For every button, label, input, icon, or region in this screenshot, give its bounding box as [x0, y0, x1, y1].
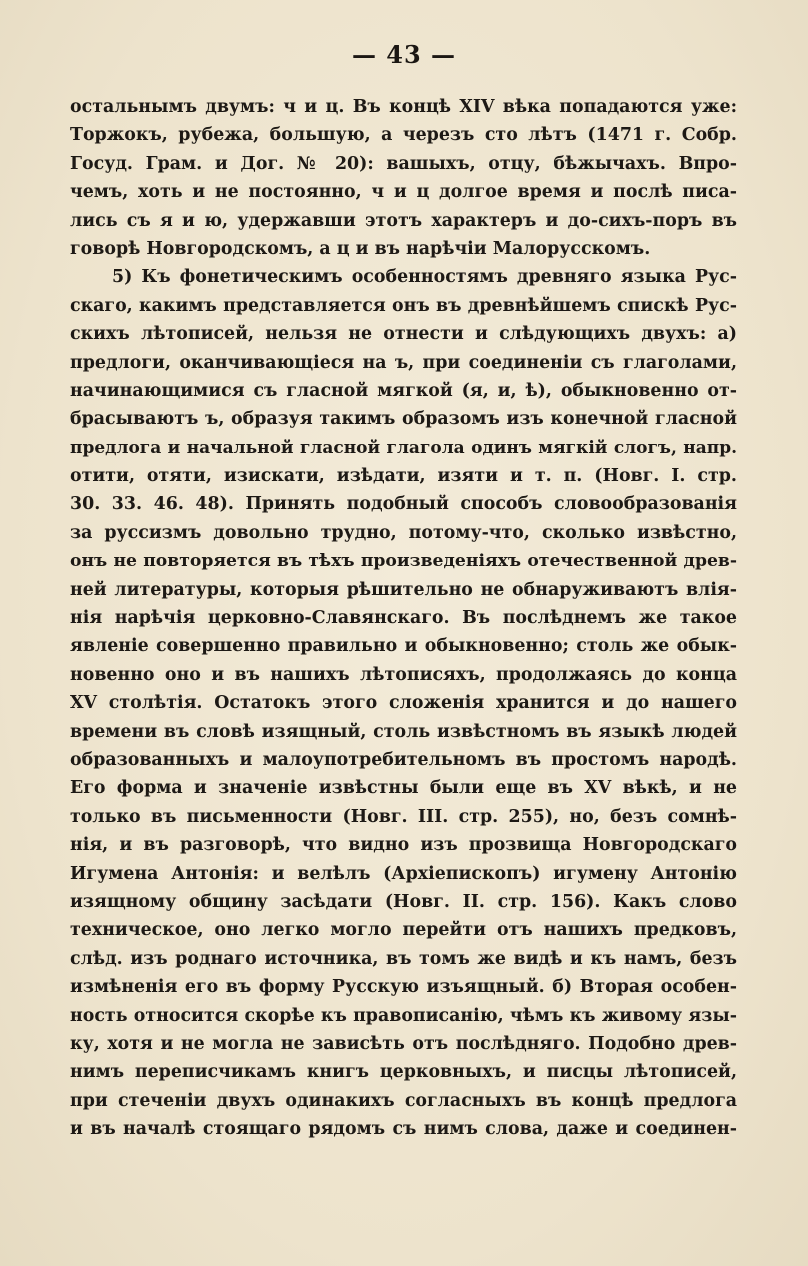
text-line: ку, хотя и не могла не зависѣть отъ послѣдняго. Подобно древ- [70, 1033, 737, 1054]
text-line: Госуд. Грам. и Дог. № 20): вашыхъ, отцу, бѣжычахъ. Впро- [70, 153, 737, 174]
text-line: Игумена Антонія: и велѣлъ (Архіепископъ) игумену Антонію [70, 863, 737, 884]
text-line: брасываютъ ъ, образуя такимъ образомъ изъ конечной гласной [70, 409, 737, 430]
text-line: и въ началѣ стоящаго рядомъ съ нимъ слова, даже и соединен- [70, 1119, 737, 1140]
text-line: скаго, какимъ представляется онъ въ древнѣйшемъ спискѣ Рус- [70, 295, 737, 316]
text-line: нимъ переписчикамъ книгъ церковныхъ, и писцы лѣтописей, [70, 1062, 737, 1083]
text-line: новенно оно и въ нашихъ лѣтописяхъ, продолжаясь до конца [70, 664, 737, 685]
text-line: остальнымъ двумъ: ч и ц. Въ концѣ XIV вѣка попадаются уже: [70, 97, 737, 117]
text-line: предлоги, оканчивающіеся на ъ, при соединеніи съ глаголами, [70, 352, 737, 373]
text-line: образованныхъ и малоупотребительномъ въ простомъ народѣ. [70, 749, 737, 770]
text-line: только въ письменности (Новг. III. стр. 255), но, безъ сомнѣ- [70, 806, 737, 827]
text-line: времени въ словѣ изящный, столь извѣстномъ въ языкѣ людей [70, 721, 737, 742]
text-line: ность относится скорѣе къ правописанію, чѣмъ къ живому язы- [70, 1005, 737, 1026]
text-line: XV столѣтія. Остатокъ этого сложенія хранится и до нашего [70, 693, 737, 714]
text-line: 5) Къ фонетическимъ особенностямъ древняго языка Рус- [112, 267, 737, 288]
text-line: слѣд. изъ роднаго источника, въ томъ же видѣ и къ намъ, безъ [70, 948, 737, 969]
text-line: онъ не повторяется въ тѣхъ произведеніяхъ отечественной древ- [70, 551, 737, 572]
text-line: за руссизмъ довольно трудно, потому-что, сколько извѣстно, [70, 522, 737, 543]
text-line: измѣненія его въ форму Русскую изъящный. б) Вторая особен- [70, 977, 737, 998]
body-text [70, 93, 737, 1143]
text-line: техническое, оно легко могло перейти отъ нашихъ предковъ, [70, 920, 737, 941]
text-line: нія, и въ разговорѣ, что видно изъ прозвища Новгородскаго [70, 835, 737, 856]
page-number: — 43 — [351, 40, 457, 69]
text-line: чемъ, хоть и не постоянно, ч и ц долгое время и послѣ писа- [70, 182, 737, 203]
text-line: Его форма и значеніе извѣстны были еще въ XV вѣкѣ, и не [70, 778, 737, 799]
text-line: скихъ лѣтописей, нельзя не отнести и слѣдующихъ двухъ: а) [70, 324, 737, 345]
text-line: говорѣ Новгородскомъ, а ц и въ нарѣчіи Малорусскомъ. [70, 238, 651, 259]
text-line: явленіе совершенно правильно и обыкновенно; столь же обык- [70, 636, 737, 657]
text-line: предлога и начальной гласной глагола одинъ мягкій слогъ, напр. [70, 437, 737, 458]
text-line: начинающимися съ гласной мягкой (я, и, ѣ), обыкновенно от- [70, 380, 737, 401]
text-line: отити, отяти, изискати, изѣдати, изяти и т. п. (Новг. I. стр. [70, 466, 737, 487]
text-line: ней литературы, которыя рѣшительно не обнаруживаютъ влія- [70, 579, 737, 600]
text-line: изящному общину засѣдати (Новг. II. стр. 156). Какъ слово [70, 891, 737, 912]
text-line: нія нарѣчія церковно-Славянскаго. Въ послѣднемъ же такое [70, 608, 737, 629]
text-line: лись съ я и ю, удержавши этотъ характеръ и до-сихъ-поръ въ [70, 210, 737, 231]
text-line: 30. 33. 46. 48). Принять подобный способъ словообразованія [70, 494, 737, 515]
text-line: Торжокъ, рубежа, большую, а черезъ сто лѣтъ (1471 г. Собр. [70, 125, 737, 146]
text-line: при стеченіи двухъ одинакихъ согласныхъ въ концѣ предлога [70, 1090, 737, 1111]
